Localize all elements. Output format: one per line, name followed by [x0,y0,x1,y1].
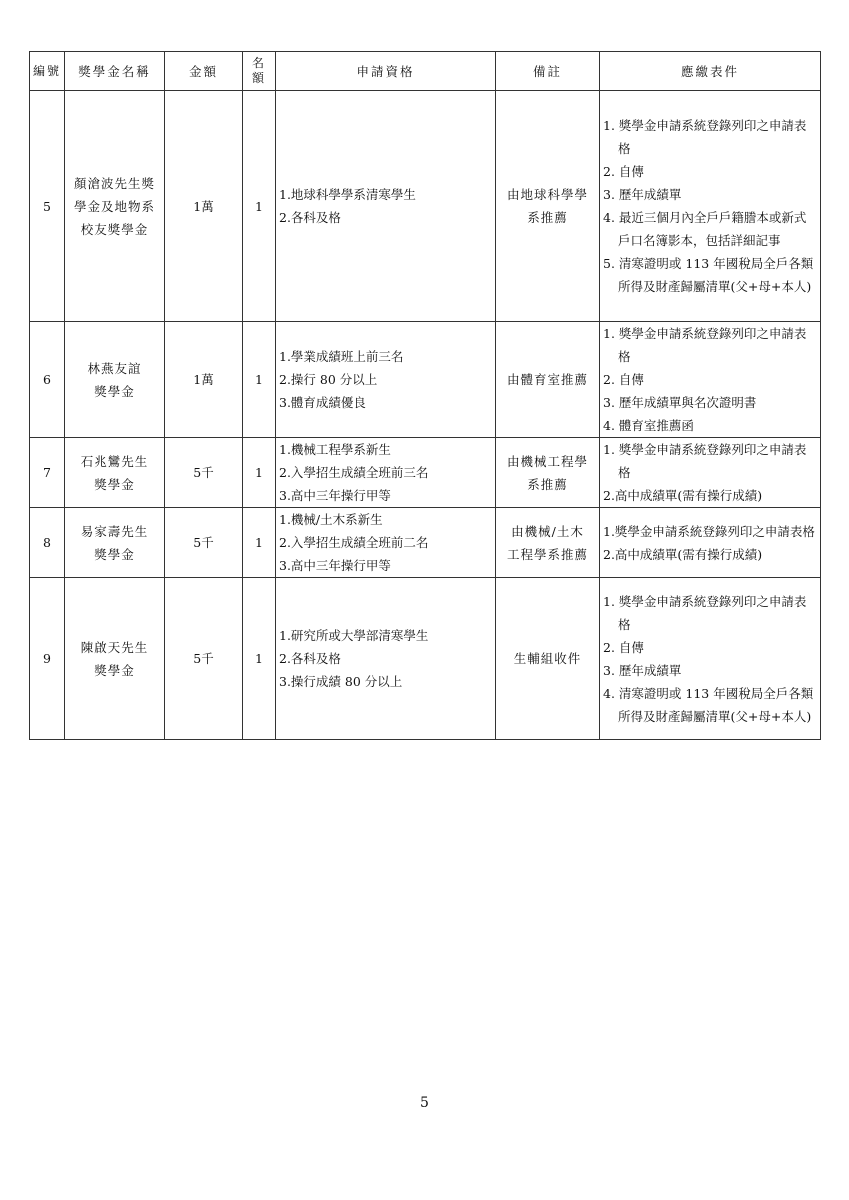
scholarship-table [29,51,821,740]
header-quota: 名額 [243,52,276,91]
row-number: 5 [30,91,65,322]
table-row [30,322,821,438]
scholarship-name: 石兆鸞先生 獎學金 [65,438,165,508]
document-item: 3. 歷年成績單 [603,662,682,678]
document-item: 1. 獎學金申請系統登錄列印之申請表格 [603,593,807,632]
document-item: 1. 獎學金申請系統登錄列印之申請表格 [603,326,807,364]
required-documents [600,322,821,438]
quota: 1 [243,508,276,578]
remark: 由機械/土木 工程學系推薦 [496,508,600,578]
document-item: 4. 體育室推薦函 [603,418,694,433]
document-item: 5. 清寒證明或 113 年國稅局全戶各類所得及財產歸屬清單(父+母+本人) [603,256,814,294]
remark: 由體育室推薦 [496,322,600,438]
required-documents [600,438,821,508]
eligibility: 1.機械/土木系新生 2.入學招生成績全班前二名 3.高中三年操行甲等 [276,508,496,578]
eligibility: 1.學業成績班上前三名 2.操行 80 分以上 3.體育成績優良 [276,322,496,438]
table-row [30,91,821,322]
quota: 1 [243,322,276,438]
remark: 生輔組收件 [496,578,600,740]
amount: 5千 [165,508,243,578]
header-remark: 備註 [496,52,600,91]
required-documents [600,578,821,740]
scholarship-name: 顏滄波先生獎 學金及地物系 校友獎學金 [65,91,165,322]
row-number: 7 [30,438,65,508]
quota: 1 [243,91,276,322]
scholarship-name: 易家壽先生 獎學金 [65,508,165,578]
row-number: 8 [30,508,65,578]
document-item: 1.獎學金申請系統登錄列印之申請表格 [603,523,815,539]
document-item: 3. 歷年成績單與名次證明書 [603,395,757,410]
document-item: 1. 獎學金申請系統登錄列印之申請表格 [603,442,807,480]
table-row [30,508,821,578]
header-amount: 金額 [165,52,243,91]
row-number: 6 [30,322,65,438]
header-name: 獎學金名稱 [65,52,165,91]
document-item: 2.高中成績單(需有操行成績) [603,546,763,562]
remark: 由地球科學學 系推薦 [496,91,600,322]
amount: 5千 [165,438,243,508]
eligibility: 1.機械工程學系新生 2.入學招生成績全班前三名 3.高中三年操行甲等 [276,438,496,508]
table-row [30,438,821,508]
header-documents: 應繳表件 [600,52,821,91]
row-number: 9 [30,578,65,740]
document-item: 2.高中成績單(需有操行成績) [603,488,763,503]
header-eligibility: 申請資格 [276,52,496,91]
quota: 1 [243,438,276,508]
remark: 由機械工程學 系推薦 [496,438,600,508]
document-item: 4. 清寒證明或 113 年國稅局全戶各類所得及財產歸屬清單(父+母+本人) [603,685,814,724]
document-item: 2. 自傳 [603,164,644,179]
amount: 1萬 [165,91,243,322]
scholarship-name: 林燕友誼 獎學金 [65,322,165,438]
document-item: 2. 自傳 [603,639,644,655]
amount: 5千 [165,578,243,740]
eligibility: 1.研究所或大學部清寒學生 2.各科及格 3.操行成績 80 分以上 [276,578,496,740]
amount: 1萬 [165,322,243,438]
page-number: 5 [420,1095,429,1111]
eligibility: 1.地球科學學系清寒學生 2.各科及格 [276,91,496,322]
required-documents [600,91,821,322]
table-header-row [30,52,821,91]
required-documents [600,508,821,578]
document-item: 1. 獎學金申請系統登錄列印之申請表格 [603,118,807,156]
scholarship-name: 陳啟天先生 獎學金 [65,578,165,740]
quota: 1 [243,578,276,740]
document-item: 3. 歷年成績單 [603,187,682,202]
document-item: 4. 最近三個月內全戶戶籍謄本或新式戶口名簿影本，包括詳細記事 [603,210,807,248]
header-number: 編號 [30,52,65,91]
table-row [30,578,821,740]
document-item: 2. 自傳 [603,372,644,387]
